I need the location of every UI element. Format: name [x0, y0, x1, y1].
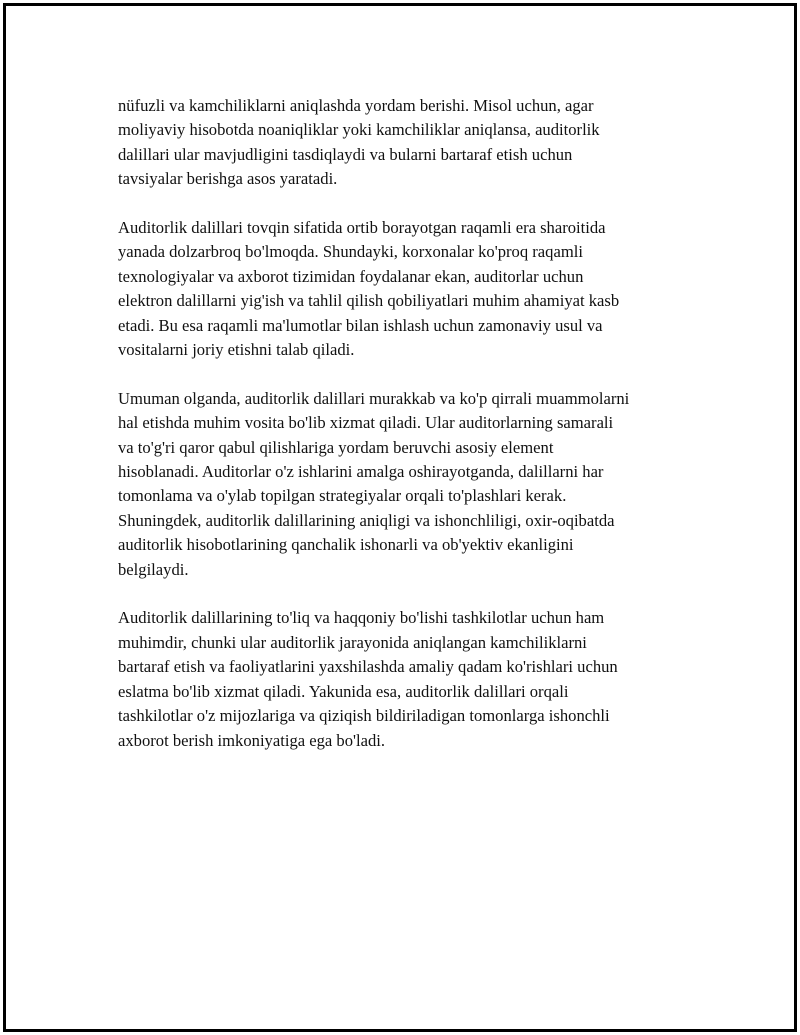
text-line: texnologiyalar va axborot tizimidan foydalanar ekan, auditorlar uchun [118, 266, 584, 286]
text-line: tomonlama va o'ylab topilgan strategiyalar orqali to'plashlari kerak. [118, 486, 567, 506]
document-body [118, 94, 688, 777]
text-line: eslatma bo'lib xizmat qiladi. Yakunida esa, auditorlik dalillari orqali [118, 681, 569, 701]
text-line: Auditorlik dalillarining to'liq va haqqoniy bo'lishi tashkilotlar uchun ham [118, 608, 605, 628]
text-line: belgilaydi. [118, 559, 189, 579]
text-line: Shuningdek, auditorlik dalillarining aniqligi va ishonchliligi, oxir-oqibatda [118, 510, 615, 530]
text-line: vositalarni joriy etishni talab qiladi. [118, 340, 355, 360]
text-line: tashkilotlar o'z mijozlariga va qiziqish bildiriladigan tomonlarga ishonchli [118, 706, 610, 726]
text-line: va to'g'ri qaror qabul qilishlariga yordam beruvchi asosiy element [118, 437, 554, 457]
paragraph-3 [118, 387, 688, 582]
text-line: nüfuzli va kamchiliklarni aniqlashda yordam berishi. Misol uchun, agar [118, 96, 594, 115]
paragraph-2 [118, 216, 688, 362]
text-line: elektron dalillarni yig'ish va tahlil qilish qobiliyatlari muhim ahamiyat kasb [118, 291, 620, 311]
text-line: axborot berish imkoniyatiga ega bo'ladi. [118, 730, 386, 750]
text-line: hisoblanadi. Auditorlar o'z ishlarini amalga oshirayotganda, dalillarni har [118, 462, 604, 482]
text-line: moliyaviy hisobotda noaniqliklar yoki kamchiliklar aniqlansa, auditorlik [118, 120, 600, 140]
text-line: bartaraf etish va faoliyatlarini yaxshilashda amaliy qadam ko'rishlari uchun [118, 657, 618, 677]
text-line: tavsiyalar berishga asos yaratadi. [118, 169, 338, 189]
text-line: etadi. Bu esa raqamli ma'lumotlar bilan ishlash uchun zamonaviy usul va [118, 315, 603, 335]
text-line: auditorlik hisobotlarining qanchalik ishonarli va ob'yektiv ekanligini [118, 535, 574, 555]
paragraph-4 [118, 606, 688, 752]
text-line: muhimdir, chunki ular auditorlik jarayonida aniqlangan kamchiliklarni [118, 632, 587, 652]
text-line: yanada dolzarbroq bo'lmoqda. Shundayki, korxonalar ko'proq raqamli [118, 242, 583, 262]
text-line: hal etishda muhim vosita bo'lib xizmat qiladi. Ular auditorlarning samarali [118, 413, 614, 433]
paragraph-1 [118, 94, 688, 192]
text-line: Umuman olganda, auditorlik dalillari murakkab va ko'p qirrali muammolarni [118, 388, 630, 408]
text-line: Auditorlik dalillari tovqin sifatida ortib borayotgan raqamli era sharoitida [118, 218, 606, 238]
text-line: dalillari ular mavjudligini tasdiqlaydi va bularni bartaraf etish uchun [118, 144, 573, 164]
